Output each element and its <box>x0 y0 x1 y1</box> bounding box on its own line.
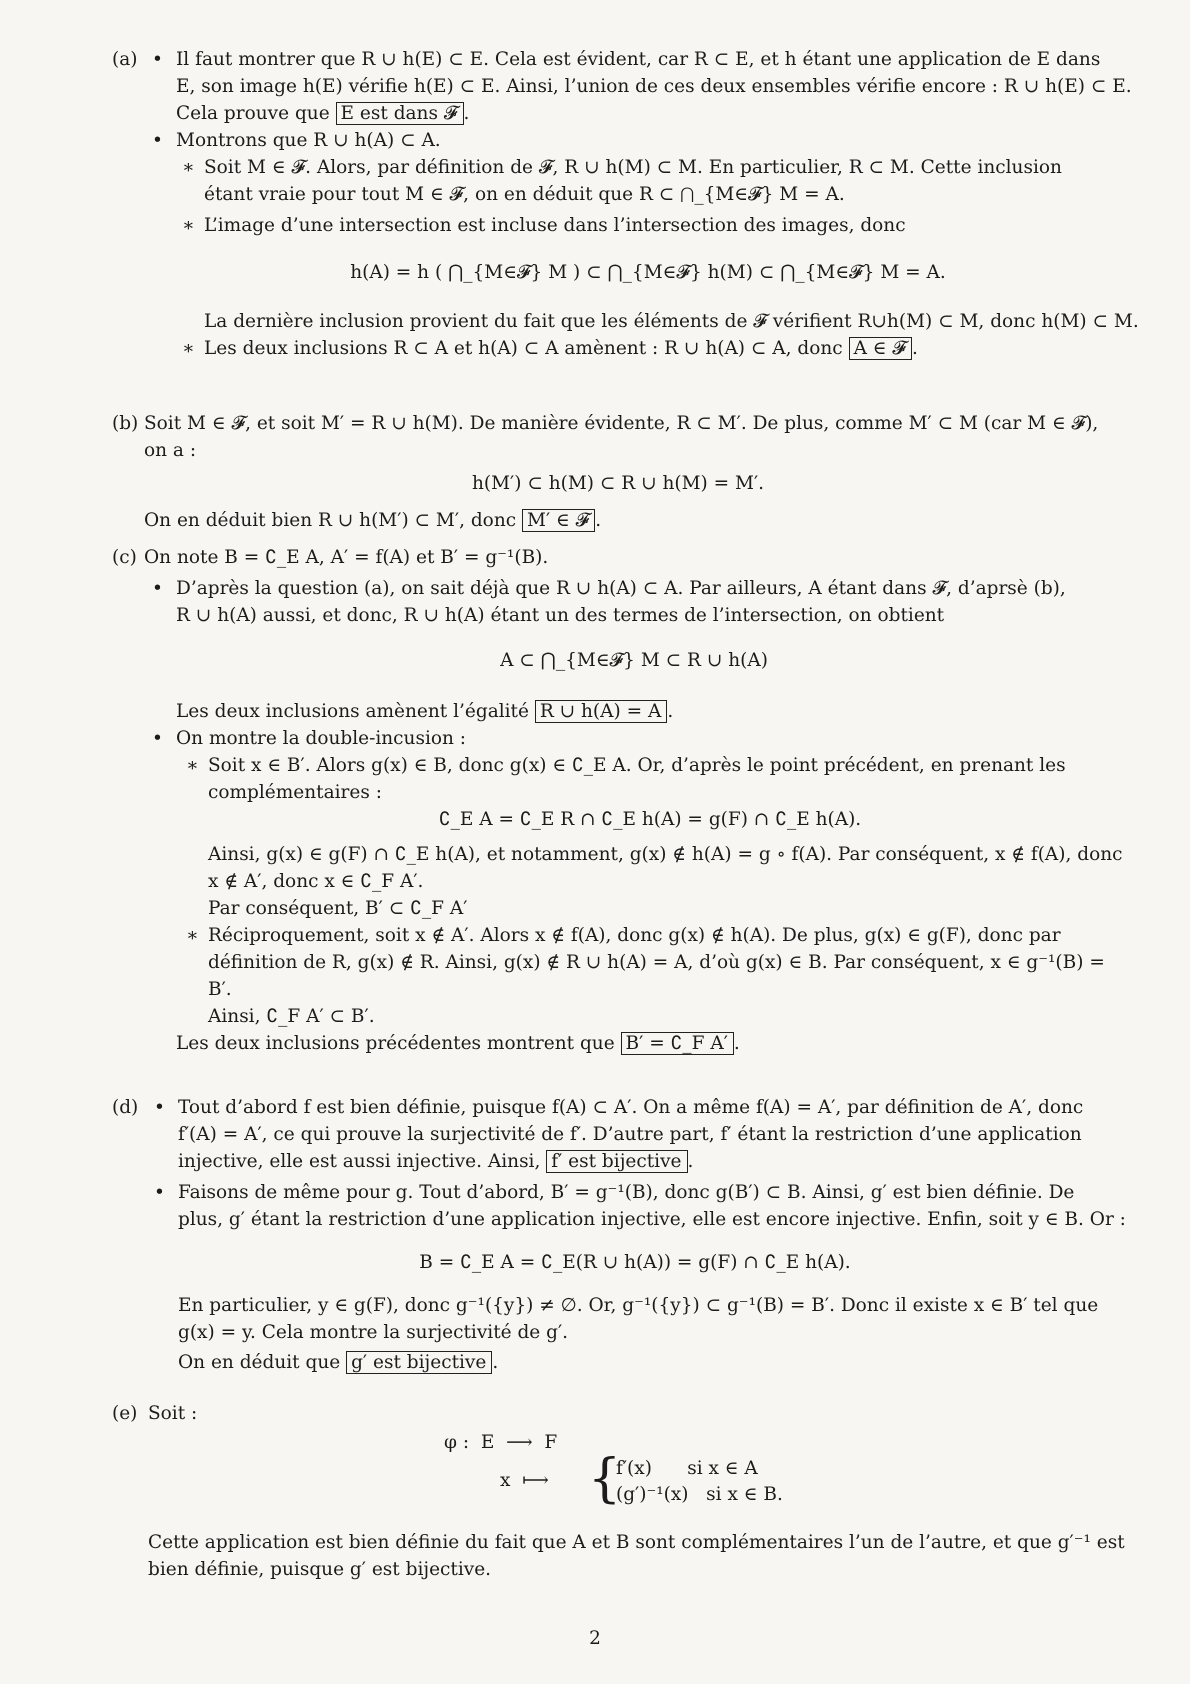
text-line: On en déduit que <box>178 1352 341 1373</box>
text-line: R ∪ h(A) aussi, et donc, R ∪ h(A) étant un des termes de l’intersection, on obtient <box>176 605 945 626</box>
star-bullet-icon: ∗ <box>186 755 199 776</box>
text-line: Réciproquement, soit x ∉ A′. Alors x ∉ f(A), donc g(x) ∉ h(A). De plus, g(x) ∈ g(F), donc par <box>208 925 1061 946</box>
text-punct: . <box>463 103 470 124</box>
text-line: E, son image h(E) vérifie h(E) ⊂ E. Ainsi, l’union de ces deux ensembles vérifie encore : R ∪ h(E) ⊂ E. <box>176 76 1132 97</box>
text-line: Ainsi, g(x) ∈ g(F) ∩ ∁_E h(A), et notamment, g(x) ∉ h(A) = g ∘ f(A). Par conséquent, x ∉ f(A), donc <box>208 844 1123 865</box>
text-punct: . <box>595 510 602 531</box>
text-line: Soit x ∈ B′. Alors g(x) ∈ B, donc g(x) ∈ ∁_E A. Or, d’après le point précédent, en prenant les <box>208 755 1066 776</box>
text-line: On en déduit bien R ∪ h(M′) ⊂ M′, donc <box>144 510 517 531</box>
text-line: définition de R, g(x) ∉ R. Ainsi, g(x) ∉ R ∪ h(A) = A, d’où g(x) ∈ B. Par conséquent, x ∈ g⁻¹(B) = <box>208 952 1105 973</box>
part-c <box>112 544 1123 1057</box>
sub-item <box>182 335 1092 362</box>
text-line: La dernière inclusion provient du fait que les éléments de 𝓕 vérifient R∪h(M) ⊂ M, donc h(M) ⊂ M. <box>204 311 1139 332</box>
text-line: En particulier, y ∈ g(F), donc g⁻¹({y}) ≠ ∅. Or, g⁻¹({y}) ⊂ g⁻¹(B) = B′. Donc il existe x ∈ B′ tel que <box>178 1295 1099 1316</box>
part-b <box>112 410 1099 534</box>
text-punct: . <box>912 338 918 359</box>
part-a <box>112 46 1139 362</box>
part-d-label: (d) <box>112 1097 139 1118</box>
sub-item <box>186 922 1105 1030</box>
bullet-d1 <box>154 1094 1092 1175</box>
star-bullet-icon: ∗ <box>186 925 199 946</box>
bullet-icon: • <box>154 1182 165 1203</box>
text-line: B′. <box>208 979 232 1000</box>
star-bullet-icon: ∗ <box>182 338 195 359</box>
text-line: g(x) = y. Cela montre la surjectivité de g′. <box>178 1322 569 1343</box>
text-line: L’image d’une intersection est incluse dans l’intersection des images, donc <box>204 215 906 236</box>
display-equation: ∁_E A = ∁_E R ∩ ∁_E h(A) = g(F) ∩ ∁_E h(A). <box>438 809 862 830</box>
star-bullet-icon: ∗ <box>182 215 195 236</box>
mapping-arrow: x ⟼ <box>500 1470 549 1491</box>
mapping-case-2: (g′)⁻¹(x) si x ∈ B. <box>616 1484 783 1505</box>
bullet-icon: • <box>152 578 163 599</box>
text-line: f′(A) = A′, ce qui prouve la surjectivité de f′. D’autre part, f′ étant la restriction d’une application <box>178 1124 1082 1145</box>
page-number: 2 <box>589 1628 601 1649</box>
text-line: D’après la question (a), on sait déjà que R ∪ h(A) ⊂ A. Par ailleurs, A étant dans 𝓕, d’aprsè (b), <box>176 578 1066 599</box>
bullet-c1 <box>152 575 1092 725</box>
text-line: Il faut montrer que R ∪ h(E) ⊂ E. Cela est évident, car R ⊂ E, et h étant une application de E dans <box>176 49 1101 70</box>
text-line: Faisons de même pour g. Tout d’abord, B′ = g⁻¹(B), donc g(B′) ⊂ B. Ainsi, g′ est bien définie. De <box>178 1182 1075 1203</box>
text-line: Cela prouve que <box>176 103 330 124</box>
boxed-result: f′ est bijective <box>546 1150 687 1173</box>
boxed-result: A ∈ 𝓕 <box>849 337 912 360</box>
bullet-a1 <box>152 46 1132 127</box>
bullet-c2 <box>152 725 1123 1057</box>
text-line: étant vraie pour tout M ∈ 𝓕, on en déduit que R ⊂ ⋂_{M∈𝓕} M = A. <box>204 184 845 205</box>
text-punct: . <box>492 1352 499 1373</box>
part-d <box>112 1094 1126 1376</box>
display-equation: h(A) = h ( ⋂_{M∈𝓕} M ) ⊂ ⋂_{M∈𝓕} h(M) ⊂ ⋂_{M∈𝓕} M = A. <box>350 262 946 283</box>
text-line: Montrons que R ∪ h(A) ⊂ A. <box>176 130 441 151</box>
display-equation: A ⊂ ⋂_{M∈𝓕} M ⊂ R ∪ h(A) <box>500 650 768 671</box>
text-line: plus, g′ étant la restriction d’une application injective, elle est encore injective. Enfin, soit y ∈ B. Or : <box>178 1209 1126 1230</box>
text-line: Par conséquent, B′ ⊂ ∁_F A′ <box>208 898 468 919</box>
text-line: injective, elle est aussi injective. Ainsi, <box>178 1151 541 1172</box>
text-line: Tout d’abord f est bien définie, puisque f(A) ⊂ A′. On a même f(A) = A′, par définition de A′, donc <box>178 1097 1084 1118</box>
text-line: bien définie, puisque g′ est bijective. <box>148 1559 492 1580</box>
boxed-result: M′ ∈ 𝓕 <box>522 509 595 532</box>
text-line: Les deux inclusions précédentes montrent que <box>176 1033 615 1054</box>
part-c-label: (c) <box>112 547 137 568</box>
star-bullet-icon: ∗ <box>182 157 195 178</box>
boxed-result: g′ est bijective <box>346 1351 492 1374</box>
text-line: Soit M ∈ 𝓕. Alors, par définition de 𝓕, R ∪ h(M) ⊂ M. En particulier, R ⊂ M. Cette inclusion <box>204 157 1062 178</box>
mapping-definition <box>148 1427 1092 1523</box>
text-line: on a : <box>144 440 197 461</box>
part-e <box>112 1400 1125 1583</box>
display-equation: B = ∁_E A = ∁_E(R ∪ h(A)) = g(F) ∩ ∁_E h(A). <box>419 1252 851 1273</box>
sub-item <box>182 154 1092 208</box>
text-line: Les deux inclusions R ⊂ A et h(A) ⊂ A amènent : R ∪ h(A) ⊂ A, donc <box>204 338 843 359</box>
boxed-result: E est dans 𝓕 <box>336 102 464 125</box>
mapping-case-1: f′(x) si x ∈ A <box>616 1458 758 1479</box>
brace-icon: { <box>588 1449 622 1509</box>
text-line: x ∉ A′, donc x ∈ ∁_F A′. <box>208 871 424 892</box>
sub-item <box>186 752 1123 922</box>
mapping-header: φ : E ⟶ F <box>444 1432 558 1453</box>
boxed-result: B′ = ∁_F A′ <box>621 1032 734 1055</box>
text-punct: . <box>667 701 674 722</box>
part-e-label: (e) <box>112 1403 138 1424</box>
text-line: Les deux inclusions amènent l’égalité <box>176 701 529 722</box>
part-b-label: (b) <box>112 413 139 434</box>
text-line: Soit M ∈ 𝓕, et soit M′ = R ∪ h(M). De manière évidente, R ⊂ M′. De plus, comme M′ ⊂ M (car M ∈ 𝓕), <box>144 413 1099 434</box>
bullet-d2 <box>154 1179 1126 1376</box>
bullet-icon: • <box>152 728 163 749</box>
text-line: On montre la double-incusion : <box>176 728 467 749</box>
text-line: Cette application est bien définie du fait que A et B sont complémentaires l’un de l’autre, et que g′⁻¹ est <box>148 1532 1125 1553</box>
text-line: On note B = ∁_E A, A′ = f(A) et B′ = g⁻¹(B). <box>144 547 549 568</box>
text-line: complémentaires : <box>208 782 382 803</box>
part-a-label: (a) <box>112 49 138 70</box>
text-punct: . <box>733 1033 740 1054</box>
text-line: Ainsi, ∁_F A′ ⊂ B′. <box>208 1006 375 1027</box>
display-equation: h(M′) ⊂ h(M) ⊂ R ∪ h(M) = M′. <box>471 473 765 494</box>
bullet-a2 <box>152 127 1139 362</box>
bullet-icon: • <box>154 1097 165 1118</box>
sub-item <box>182 212 1139 335</box>
text-line: Soit : <box>148 1403 198 1424</box>
boxed-result: R ∪ h(A) = A <box>535 700 668 723</box>
bullet-icon: • <box>152 49 163 70</box>
text-punct: . <box>687 1151 694 1172</box>
bullet-icon: • <box>152 130 163 151</box>
